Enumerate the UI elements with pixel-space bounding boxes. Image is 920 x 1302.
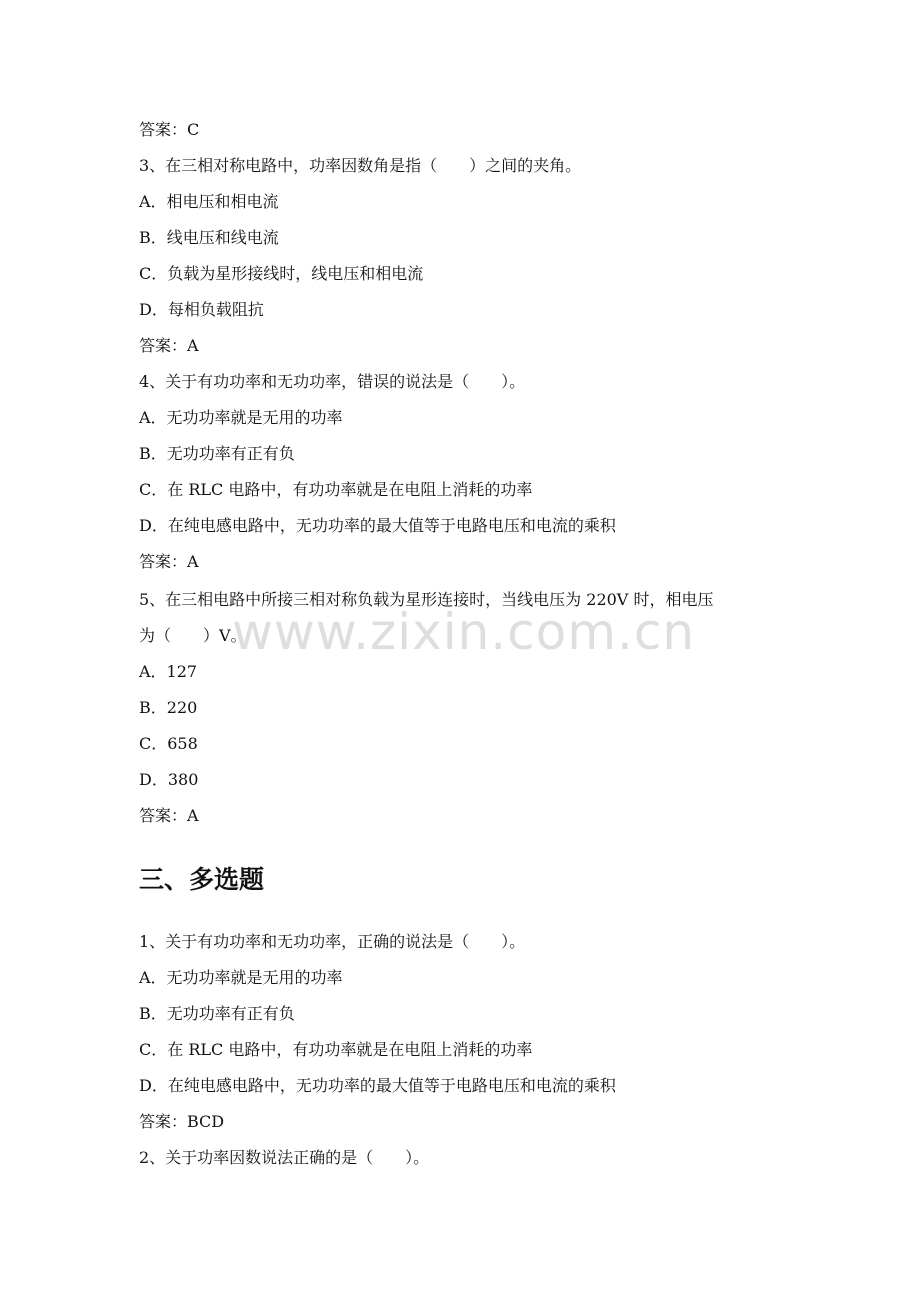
mc-q1-option-d: D．在纯电感电路中，无功功率的最大值等于电路电压和电流的乘积: [139, 1076, 616, 1095]
q3-option-b: B．线电压和线电流: [139, 228, 279, 247]
question-5-line-1: 5、在三相电路中所接三相对称负载为星形连接时，当线电压为 220V 时，相电压: [139, 590, 714, 609]
q5-option-d: D．380: [139, 770, 199, 789]
question-4: 4、关于有功功率和无功功率，错误的说法是（ ）。: [139, 372, 526, 391]
mc-q1-option-b: B．无功功率有正有负: [139, 1004, 295, 1023]
mc-question-1: 1、关于有功功率和无功功率，正确的说法是（ ）。: [139, 932, 526, 951]
answer-q2: 答案：C: [139, 120, 200, 139]
question-5-line-2: 为（ ）V。: [139, 626, 247, 645]
mc-q1-option-a: A．无功功率就是无用的功率: [139, 968, 343, 987]
q4-option-b: B．无功功率有正有负: [139, 444, 295, 463]
section-heading: 三、多选题: [139, 865, 265, 894]
q5-option-a: A．127: [139, 662, 198, 681]
q4-option-d: D．在纯电感电路中，无功功率的最大值等于电路电压和电流的乘积: [139, 516, 616, 535]
q4-option-c: C．在 RLC 电路中，有功功率就是在电阻上消耗的功率: [139, 480, 533, 499]
q3-option-c: C．负载为星形接线时，线电压和相电流: [139, 264, 424, 283]
watermark: www.zixin.com.cn: [232, 603, 696, 661]
q3-option-a: A．相电压和相电流: [139, 192, 279, 211]
q5-option-b: B．220: [139, 698, 198, 717]
answer-q5: 答案：A: [139, 806, 199, 825]
question-3: 3、在三相对称电路中，功率因数角是指（ ）之间的夹角。: [139, 156, 582, 175]
answer-q4: 答案：A: [139, 552, 199, 571]
q3-option-d: D．每相负载阻抗: [139, 300, 264, 319]
q5-option-c: C．658: [139, 734, 198, 753]
mc-q1-option-c: C．在 RLC 电路中，有功功率就是在电阻上消耗的功率: [139, 1040, 533, 1059]
answer-q3: 答案：A: [139, 336, 199, 355]
mc-answer-q1: 答案：BCD: [139, 1112, 225, 1131]
q4-option-a: A．无功功率就是无用的功率: [139, 408, 343, 427]
mc-question-2: 2、关于功率因数说法正确的是（ ）。: [139, 1148, 430, 1167]
